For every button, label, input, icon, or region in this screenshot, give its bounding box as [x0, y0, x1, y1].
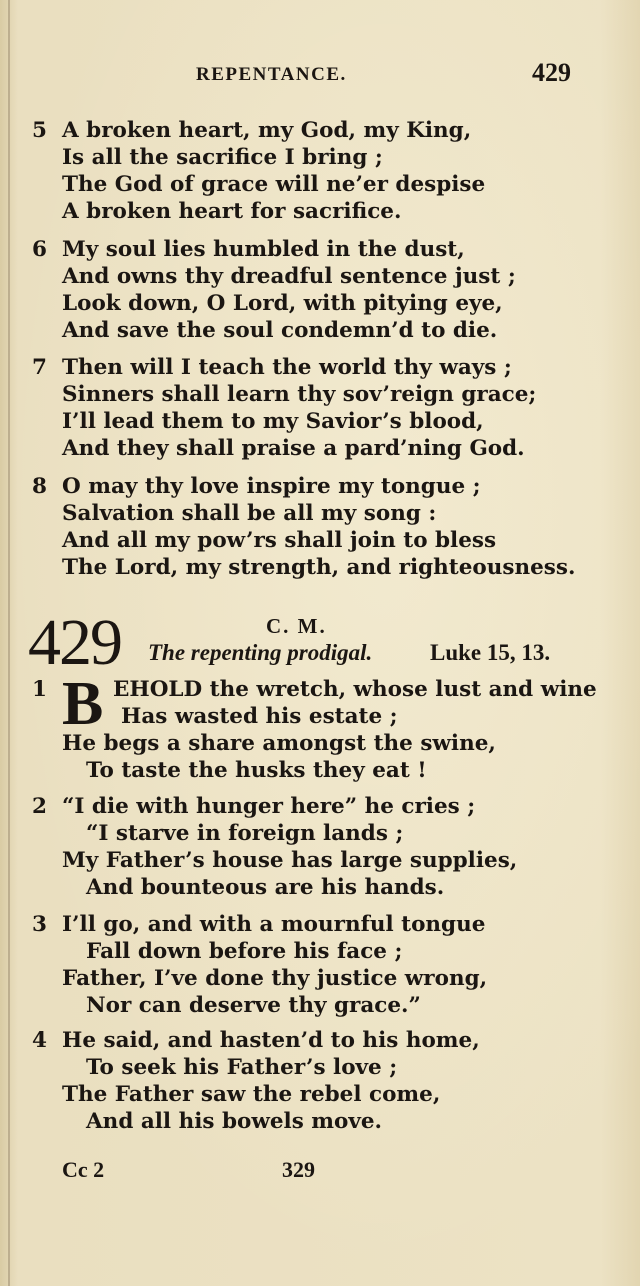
- stanza-line: [0, 676, 640, 703]
- scripture-reference: Luke 15, 13.: [430, 640, 551, 665]
- stanza-7: [0, 354, 640, 462]
- stanza-5: [0, 117, 640, 225]
- signature-mark: Cc 2: [62, 1157, 105, 1182]
- stanza-line: [0, 473, 640, 500]
- line-text: A broken heart, my God, my King,: [62, 118, 472, 143]
- stanza-number: 2: [32, 794, 47, 819]
- line-text: EHOLD the wretch, whose lust and wine: [113, 677, 597, 702]
- stanza-line: He begs a share amongst the swine,: [62, 731, 496, 756]
- stanza-line: Salvation shall be all my song :: [62, 501, 437, 526]
- stanza-number: 7: [32, 355, 47, 380]
- stanza-line: [0, 236, 640, 263]
- stanza-1: [0, 670, 640, 784]
- stanza-number: 4: [32, 1028, 47, 1053]
- stanza-number: 6: [32, 237, 47, 262]
- stanza-line: To seek his Father’s love ;: [86, 1055, 398, 1080]
- hymn-number: 429: [28, 606, 121, 679]
- stanza-number: 3: [32, 912, 47, 937]
- stanza-line: A broken heart for sacrifice.: [62, 199, 402, 224]
- stanza-line: And all his bowels move.: [86, 1109, 383, 1134]
- stanza-line: [0, 354, 640, 381]
- stanza-line: The Lord, my strength, and righteousness.: [62, 555, 576, 580]
- hymn-title: The repenting prodigal.: [148, 640, 373, 665]
- stanza-line: [0, 117, 640, 144]
- stanza-line: The Father saw the rebel come,: [62, 1082, 441, 1107]
- line-text: “I die with hunger here” he cries ;: [62, 794, 476, 819]
- stanza-number: 5: [32, 118, 47, 143]
- stanza-number: 1: [32, 677, 47, 702]
- line-text: Then will I teach the world thy ways ;: [62, 355, 512, 380]
- drop-cap: B: [62, 670, 104, 738]
- stanza-line: The God of grace will ne’er despise: [62, 172, 486, 197]
- stanza-line: [0, 793, 640, 820]
- stanza-6: [0, 236, 640, 344]
- stanza-line: [0, 1027, 640, 1054]
- stanza-line: [0, 911, 640, 938]
- stanza-line: I’ll lead them to my Savior’s blood,: [62, 409, 484, 434]
- footer-number: 329: [282, 1157, 315, 1182]
- stanza-line: Sinners shall learn thy sov’reign grace;: [62, 382, 537, 407]
- running-head: REPENTANCE.: [196, 64, 347, 85]
- stanza-line: Look down, O Lord, with pitying eye,: [62, 291, 503, 316]
- stanza-line: Fall down before his face ;: [86, 939, 403, 964]
- stanza-4: [0, 1027, 640, 1135]
- line-text: He said, and hasten’d to his home,: [62, 1028, 480, 1053]
- line-text: O may thy love inspire my tongue ;: [62, 474, 481, 499]
- page-number: 429: [532, 58, 571, 87]
- stanza-line: Father, I’ve done thy justice wrong,: [62, 966, 488, 991]
- stanza-line: Nor can deserve thy grace.”: [86, 993, 421, 1018]
- stanza-8: [0, 473, 640, 581]
- stanza-number: 8: [32, 474, 47, 499]
- stanza-line: “I starve in foreign lands ;: [86, 821, 404, 846]
- stanza-line: And owns thy dreadful sentence just ;: [62, 264, 516, 289]
- hymn-meter: C. M.: [266, 614, 327, 638]
- stanza-line: And they shall praise a pard’ning God.: [62, 436, 525, 461]
- stanza-line: And bounteous are his hands.: [86, 875, 445, 900]
- line-text: My soul lies humbled in the dust,: [62, 237, 465, 262]
- stanza-line: Is all the sacrifice I bring ;: [62, 145, 383, 170]
- stanza-line: Has wasted his estate ;: [121, 704, 398, 729]
- stanza-line: And save the soul condemn’d to die.: [62, 318, 498, 343]
- stanza-line: And all my pow’rs shall join to bless: [62, 528, 497, 553]
- stanza-line: My Father’s house has large supplies,: [62, 848, 518, 873]
- stanza-line: To taste the husks they eat !: [86, 758, 427, 783]
- line-text: I’ll go, and with a mournful tongue: [62, 912, 486, 937]
- stanza-3: [0, 911, 640, 1019]
- stanza-2: [0, 793, 640, 901]
